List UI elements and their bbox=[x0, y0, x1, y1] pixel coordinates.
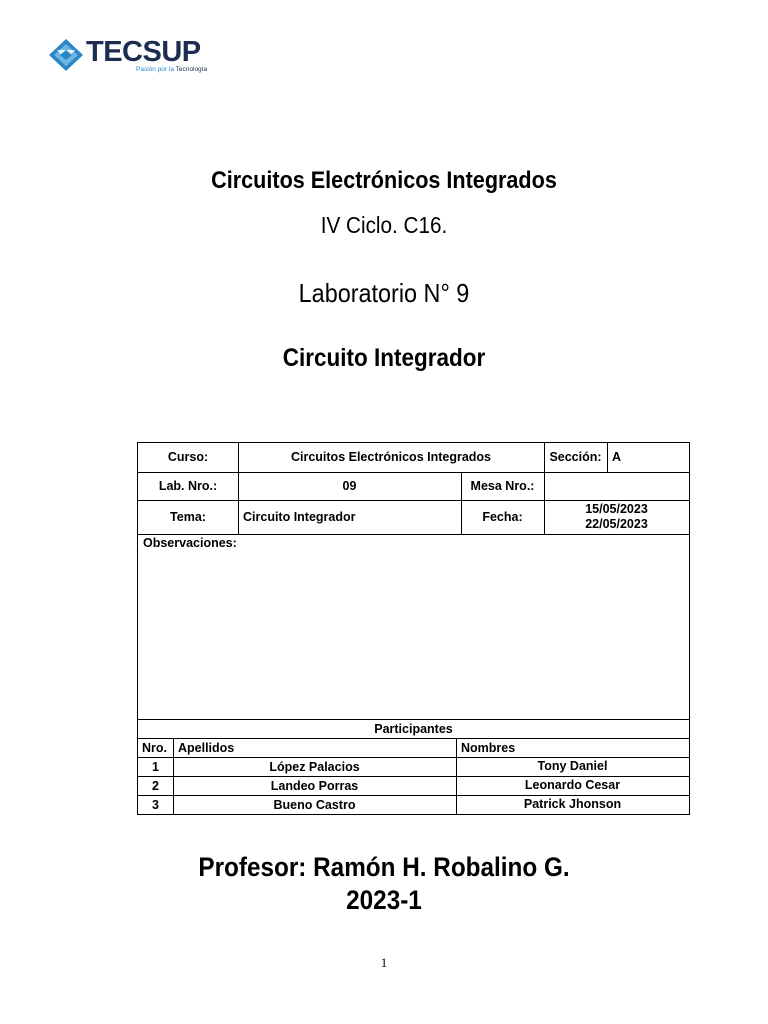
fecha-label: Fecha: bbox=[482, 509, 523, 524]
logo-tagline bbox=[136, 66, 207, 73]
logo-wordmark: TECSUP bbox=[86, 36, 201, 68]
observaciones-label: Observaciones: bbox=[143, 536, 237, 550]
column-header-nombres: Nombres bbox=[461, 740, 516, 755]
column-header-apellidos: Apellidos bbox=[178, 740, 235, 755]
course-title: Circuitos Electrónicos Integrados bbox=[211, 167, 557, 194]
logo-tagline-part1: Pasión por la bbox=[136, 66, 174, 73]
tema-value: Circuito Integrador bbox=[243, 509, 356, 524]
tema-label: Tema: bbox=[170, 509, 206, 524]
curso-label: Curso: bbox=[167, 450, 209, 464]
participant-3-nro: 3 bbox=[152, 797, 159, 812]
mesa-value bbox=[544, 472, 689, 500]
participant-2-nro: 2 bbox=[152, 778, 159, 793]
mesa-label: Mesa Nro.: bbox=[470, 478, 535, 493]
seccion-value: A bbox=[612, 450, 622, 464]
tecsup-logo bbox=[48, 36, 218, 78]
cycle-label: IV Ciclo. C16. bbox=[320, 212, 448, 238]
participantes-header: Participantes bbox=[374, 721, 453, 736]
academic-term: 2023-1 bbox=[346, 885, 422, 915]
participant-3-nombres: Patrick Jhonson bbox=[523, 796, 622, 811]
lab-info-form bbox=[137, 442, 690, 815]
logo-tagline-part2: Tecnología bbox=[175, 66, 208, 73]
lab-title: Laboratorio N° 9 bbox=[298, 278, 470, 308]
participant-1-apellidos: López Palacios bbox=[269, 760, 360, 774]
participant-2-nombres: Leonardo Cesar bbox=[524, 777, 621, 792]
curso-value: Circuitos Electrónicos Integrados bbox=[290, 450, 492, 464]
subject-title: Circuito Integrador bbox=[282, 344, 486, 372]
column-header-nro: Nro. bbox=[142, 740, 167, 755]
participant-1-nro: 1 bbox=[152, 759, 159, 774]
participant-1-nombres: Tony Daniel bbox=[537, 758, 608, 773]
participant-3-apellidos: Bueno Castro bbox=[273, 798, 356, 812]
lab-number-value: 09 bbox=[342, 478, 357, 493]
professor-name: Profesor: Ramón H. Robalino G. bbox=[198, 852, 570, 882]
seccion-label: Sección: bbox=[549, 450, 602, 464]
tecsup-logo-mark-icon bbox=[48, 38, 84, 72]
fecha-value-2: 22/05/2023 bbox=[585, 517, 648, 531]
participant-2-apellidos: Landeo Porras bbox=[270, 779, 359, 793]
fecha-values bbox=[544, 500, 689, 534]
lab-number-label: Lab. Nro.: bbox=[158, 478, 218, 493]
fecha-value-1: 15/05/2023 bbox=[585, 502, 648, 516]
page-number: 1 bbox=[380, 955, 388, 970]
